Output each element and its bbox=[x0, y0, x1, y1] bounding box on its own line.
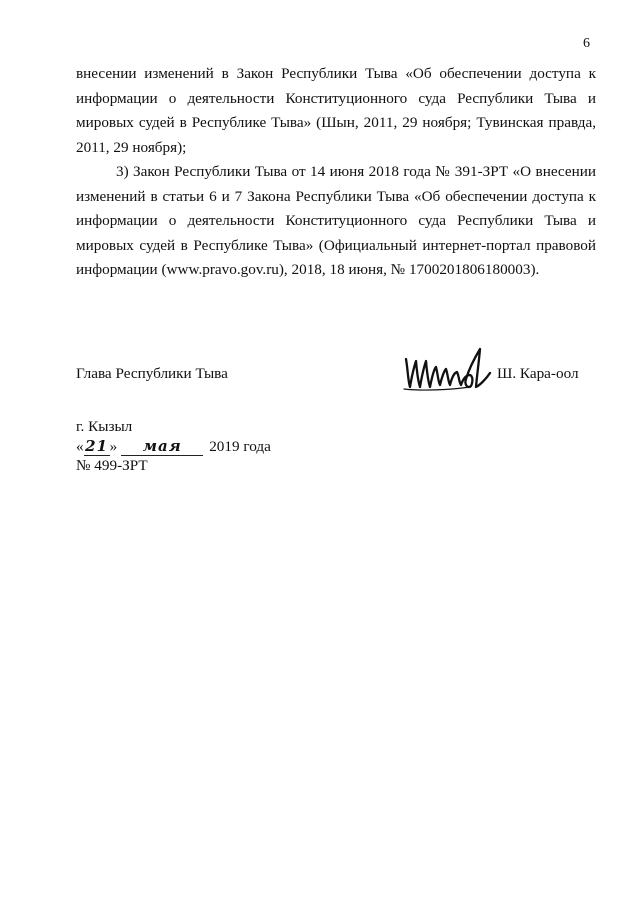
date-day: 21 bbox=[85, 437, 109, 455]
date-year: 2019 года bbox=[209, 438, 271, 455]
signing-place: г. Кызыл bbox=[76, 418, 133, 435]
date-month: мая bbox=[121, 437, 203, 456]
signer-title: Глава Республики Тыва bbox=[76, 365, 228, 382]
paragraph-item-3: 3) Закон Республики Тыва от 14 июня 2018 года № 391-ЗРТ «О внесении изменений в статьи 6 и 7 Закона Республики Тыва «Об обеспечении доступа к информации о деятельности Конституционного суда Республики Тыва и мировых судей в Республике Тыва» (Официальный интернет-портал правовой информации (www.pravo.gov.ru), 2018, 18 июня, № 1700201806180003). bbox=[76, 163, 596, 278]
signer-name: Ш. Кара-оол bbox=[497, 365, 579, 382]
page-number: 6 bbox=[583, 36, 590, 51]
signing-date bbox=[76, 437, 271, 456]
paragraph-continuation: внесении изменений в Закон Республики Тыва «Об обеспечении доступа к информации о деятельности Конституционного суда Республики Тыва и мировых судей в Республике Тыва» (Шын, 2011, 29 ноября; Тувинская правда, 2011, 29 ноября); bbox=[76, 65, 596, 156]
date-open-quote: « bbox=[76, 438, 84, 455]
law-number: № 499-ЗРТ bbox=[76, 457, 148, 474]
date-close-quote: » bbox=[109, 438, 118, 455]
document-body bbox=[76, 62, 596, 283]
handwritten-signature bbox=[400, 345, 495, 397]
